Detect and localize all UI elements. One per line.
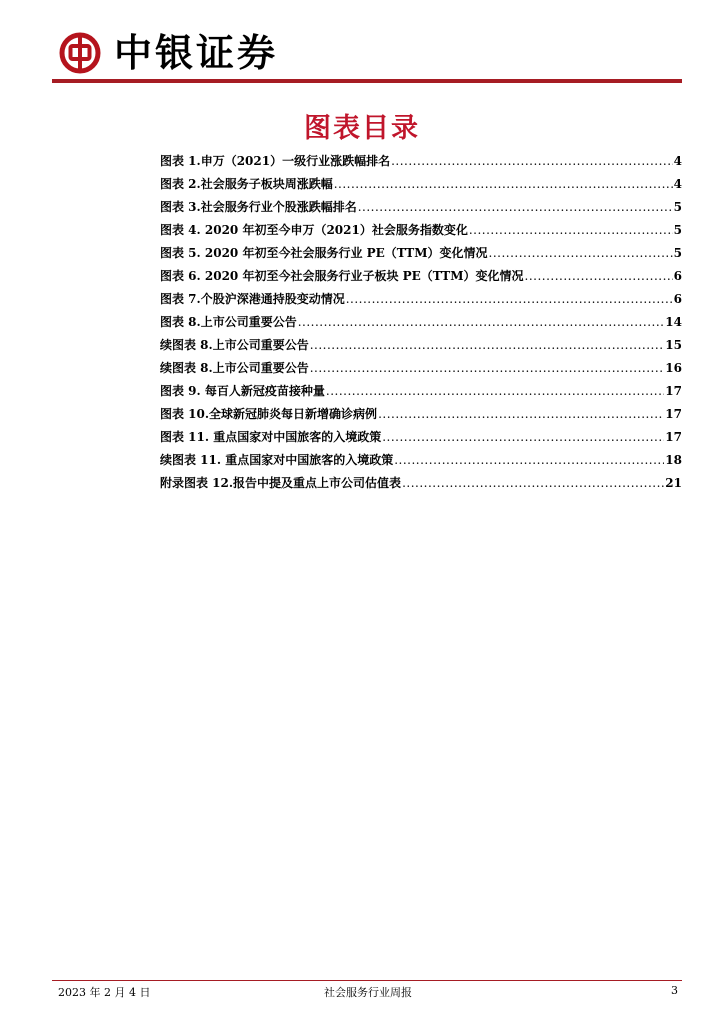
toc-entry-label[interactable]: 图表 1.申万（2021）一级行业涨跌幅排名 (160, 154, 391, 168)
footer-divider (52, 980, 682, 981)
footer-page-number: 3 (671, 984, 678, 997)
toc-entry-label[interactable]: 续图表 8.上市公司重要公告 (160, 338, 309, 352)
toc-title: 图表目录 (304, 113, 420, 144)
toc-dot-leader (469, 223, 673, 237)
toc-entry-page[interactable]: 5 (673, 223, 682, 237)
toc-entry-label[interactable]: 图表 3.社会服务行业个股涨跌幅排名 (160, 200, 357, 214)
footer-report-name: 社会服务行业周报 (324, 986, 412, 999)
footer-date: 2023 年 2 月 4 日 (58, 986, 151, 999)
toc-entry-label[interactable]: 图表 9. 每百人新冠疫苗接种量 (160, 384, 325, 398)
toc-entry-page[interactable]: 4 (673, 177, 682, 191)
toc-entry-label[interactable]: 图表 6. 2020 年初至今社会服务行业子板块 PE（TTM）变化情况 (160, 269, 524, 283)
toc-entry[interactable] (160, 244, 682, 267)
toc-entry-page[interactable]: 6 (673, 269, 682, 283)
toc-dot-leader (334, 177, 673, 191)
toc-entry-page[interactable]: 14 (665, 315, 682, 329)
toc-entry[interactable] (160, 313, 682, 336)
toc-entry-page[interactable]: 21 (665, 476, 682, 490)
toc-entry-page[interactable]: 16 (665, 361, 682, 375)
toc-entry-label[interactable]: 图表 4. 2020 年初至今申万（2021）社会服务指数变化 (160, 223, 468, 237)
toc-entry[interactable] (160, 474, 682, 497)
toc-entry[interactable] (160, 290, 682, 313)
toc-entry-label[interactable]: 附录图表 12.报告中提及重点上市公司估值表 (160, 476, 402, 490)
toc-entry-label[interactable]: 续图表 11. 重点国家对中国旅客的入境政策 (160, 453, 394, 467)
page-footer (58, 984, 678, 1000)
toc-entry[interactable] (160, 428, 682, 451)
toc-entry[interactable] (160, 152, 682, 175)
toc-entry[interactable] (160, 221, 682, 244)
toc-entry-page[interactable]: 17 (665, 430, 682, 444)
toc-entry-page[interactable]: 5 (673, 246, 682, 260)
toc-entry-label[interactable]: 续图表 8.上市公司重要公告 (160, 361, 309, 375)
toc-dot-leader (525, 269, 673, 283)
toc-entry-label[interactable]: 图表 11. 重点国家对中国旅客的入境政策 (160, 430, 382, 444)
toc-entry-label[interactable]: 图表 5. 2020 年初至今社会服务行业 PE（TTM）变化情况 (160, 246, 488, 260)
toc-dot-leader (346, 292, 673, 306)
toc-entry-page[interactable]: 4 (673, 154, 682, 168)
toc-entry-page[interactable]: 6 (673, 292, 682, 306)
toc-dot-leader (298, 315, 665, 329)
toc-dot-leader (391, 154, 673, 168)
toc-dot-leader (310, 338, 665, 352)
toc-entry[interactable] (160, 175, 682, 198)
toc-entry[interactable] (160, 359, 682, 382)
toc-entry[interactable] (160, 267, 682, 290)
toc-entry-page[interactable]: 17 (665, 384, 682, 398)
toc-dot-leader (310, 361, 665, 375)
toc-dot-leader (402, 476, 664, 490)
toc-entry[interactable] (160, 198, 682, 221)
toc-entry[interactable] (160, 336, 682, 359)
brand-name: 中银证券 (114, 31, 279, 75)
toc-dot-leader (358, 200, 673, 214)
toc-entry-page[interactable]: 5 (673, 200, 682, 214)
toc-dot-leader (394, 453, 664, 467)
toc-entry-label[interactable]: 图表 2.社会服务子板块周涨跌幅 (160, 177, 333, 191)
toc-dot-leader (489, 246, 673, 260)
bank-of-china-logo-icon (59, 32, 101, 74)
toc-entry[interactable] (160, 405, 682, 428)
toc-dot-leader (326, 384, 664, 398)
toc-dot-leader (382, 430, 664, 444)
toc-entry[interactable] (160, 382, 682, 405)
toc-entry-label[interactable]: 图表 7.个股沪深港通持股变动情况 (160, 292, 345, 306)
table-of-figures (160, 152, 682, 497)
toc-entry[interactable] (160, 451, 682, 474)
header-divider (52, 79, 682, 83)
toc-entry-page[interactable]: 17 (665, 407, 682, 421)
toc-entry-label[interactable]: 图表 10.全球新冠肺炎每日新增确诊病例 (160, 407, 378, 421)
toc-entry-page[interactable]: 15 (665, 338, 682, 352)
page-header (52, 26, 682, 86)
toc-entry-label[interactable]: 图表 8.上市公司重要公告 (160, 315, 297, 329)
toc-dot-leader (378, 407, 664, 421)
toc-entry-page[interactable]: 18 (665, 453, 682, 467)
